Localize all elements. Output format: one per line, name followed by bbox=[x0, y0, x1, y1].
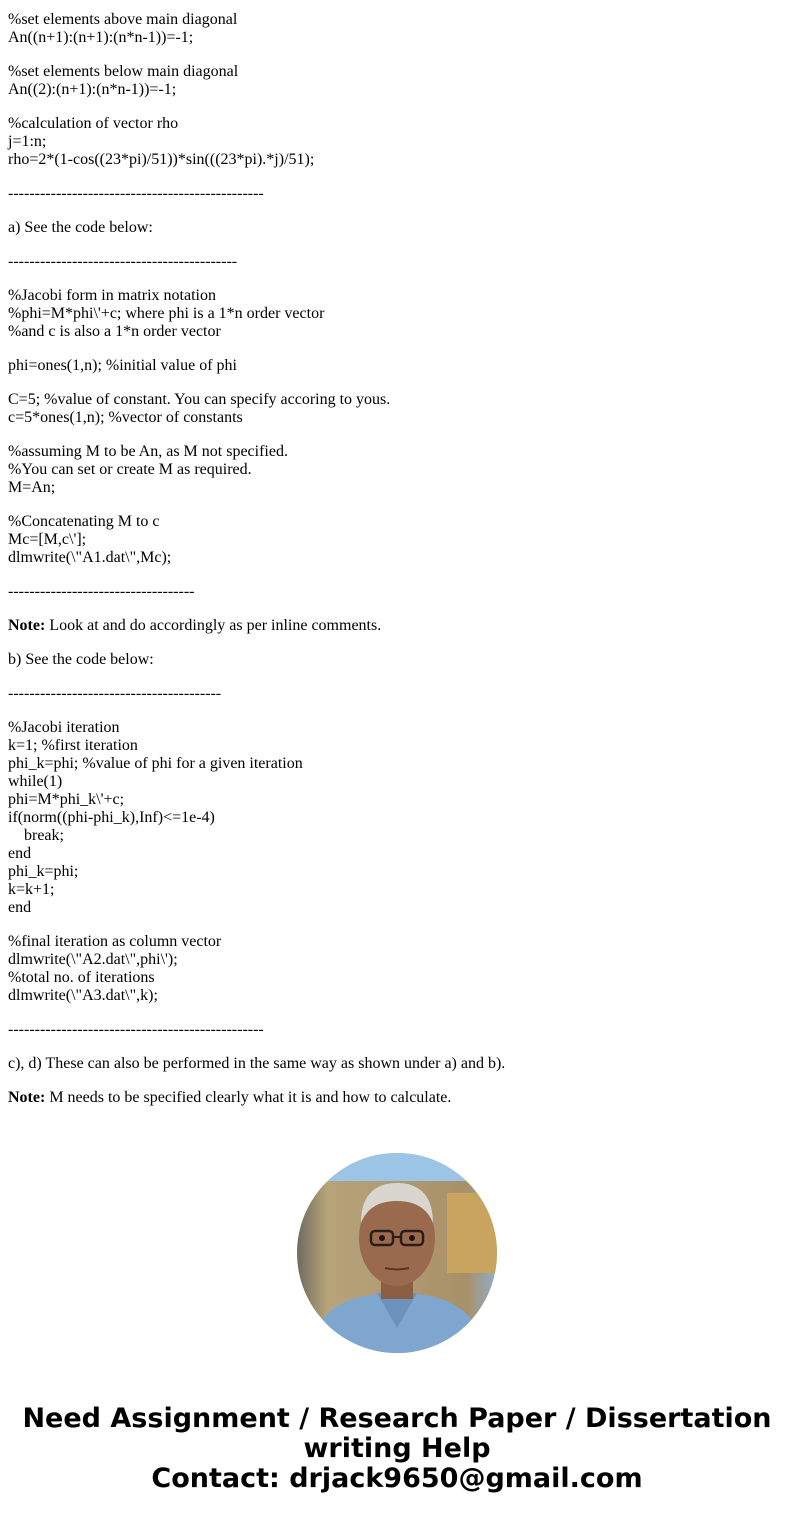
text-block bbox=[8, 933, 788, 1005]
code-line: %and c is also a 1*n order vector bbox=[8, 323, 221, 340]
portrait-image bbox=[297, 1153, 497, 1353]
code-line: %Jacobi form in matrix notation bbox=[8, 287, 216, 304]
code-line: %Concatenating M to c bbox=[8, 513, 160, 530]
code-line: M=An; bbox=[8, 479, 56, 496]
code-line: k=1; %first iteration bbox=[8, 737, 138, 754]
separator-line: ----------------------------------- bbox=[8, 583, 195, 600]
note-text: M needs to be specified clearly what it is and how to calculate. bbox=[45, 1089, 452, 1106]
text-block bbox=[8, 253, 788, 271]
code-line: An((2):(n+1):(n*n-1))=-1; bbox=[8, 81, 177, 98]
code-line: %calculation of vector rho bbox=[8, 115, 179, 132]
code-line: %You can set or create M as required. bbox=[8, 461, 252, 478]
note-label: Note: bbox=[8, 617, 46, 634]
code-line: end bbox=[8, 845, 32, 862]
promo-line-2: writing Help bbox=[303, 1433, 491, 1464]
code-line: b) See the code below: bbox=[8, 651, 154, 668]
code-line: phi_k=phi; bbox=[8, 863, 79, 880]
separator-line: ------------------------------------------------ bbox=[8, 185, 264, 202]
separator-line: ------------------------------------------- bbox=[8, 253, 238, 270]
text-block bbox=[8, 1021, 788, 1039]
text-block bbox=[8, 513, 788, 567]
text-block bbox=[8, 685, 788, 703]
code-line: break; bbox=[8, 827, 64, 844]
text-block bbox=[8, 1055, 788, 1073]
code-line: phi=M*phi_k\'+c; bbox=[8, 791, 125, 808]
code-line: if(norm((phi-phi_k),Inf)<=1e-4) bbox=[8, 809, 215, 826]
code-line: rho=2*(1-cos((23*pi)/51))*sin(((23*pi).*j)/51); bbox=[8, 151, 315, 168]
code-line: a) See the code below: bbox=[8, 219, 153, 236]
separator-line: ---------------------------------------- bbox=[8, 685, 222, 702]
code-line: %phi=M*phi\'+c; where phi is a 1*n order vector bbox=[8, 305, 325, 322]
note-paragraph bbox=[8, 1089, 788, 1107]
code-line: phi=ones(1,n); %initial value of phi bbox=[8, 357, 237, 374]
separator-line: ------------------------------------------------ bbox=[8, 1021, 264, 1038]
document-body bbox=[8, 11, 788, 1123]
code-line: while(1) bbox=[8, 773, 63, 790]
code-line: Mc=[M,c\']; bbox=[8, 531, 87, 548]
author-photo bbox=[297, 1153, 497, 1353]
note-text: Look at and do accordingly as per inline comments. bbox=[45, 617, 382, 634]
promo-footer bbox=[0, 1404, 794, 1494]
text-block bbox=[8, 357, 788, 375]
text-block bbox=[8, 583, 788, 601]
note-paragraph bbox=[8, 617, 788, 635]
code-line: %final iteration as column vector bbox=[8, 933, 222, 950]
code-line: dlmwrite(\"A2.dat\",phi\'); bbox=[8, 951, 178, 968]
text-block bbox=[8, 63, 788, 99]
code-line: An((n+1):(n+1):(n*n-1))=-1; bbox=[8, 29, 194, 46]
promo-line-1: Need Assignment / Research Paper / Dissertation bbox=[22, 1403, 772, 1434]
text-block bbox=[8, 719, 788, 917]
code-line: phi_k=phi; %value of phi for a given iteration bbox=[8, 755, 303, 772]
code-line: j=1:n; bbox=[8, 133, 47, 150]
text-block bbox=[8, 617, 788, 635]
text-block bbox=[8, 287, 788, 341]
text-block bbox=[8, 443, 788, 497]
code-line: k=k+1; bbox=[8, 881, 55, 898]
code-line: C=5; %value of constant. You can specify accoring to yous. bbox=[8, 391, 391, 408]
text-block bbox=[8, 391, 788, 427]
code-line: %total no. of iterations bbox=[8, 969, 155, 986]
text-block bbox=[8, 185, 788, 203]
code-line: %set elements below main diagonal bbox=[8, 63, 239, 80]
code-line: c=5*ones(1,n); %vector of constants bbox=[8, 409, 243, 426]
note-label: Note: bbox=[8, 1089, 46, 1106]
text-block bbox=[8, 651, 788, 669]
text-block bbox=[8, 11, 788, 47]
code-line: dlmwrite(\"A1.dat\",Mc); bbox=[8, 549, 172, 566]
promo-contact: Contact: drjack9650@gmail.com bbox=[151, 1463, 643, 1494]
code-line: end bbox=[8, 899, 32, 916]
code-line: dlmwrite(\"A3.dat\",k); bbox=[8, 987, 158, 1004]
text-block bbox=[8, 115, 788, 169]
text-block bbox=[8, 219, 788, 237]
code-line: %set elements above main diagonal bbox=[8, 11, 238, 28]
code-line: c), d) These can also be performed in the same way as shown under a) and b). bbox=[8, 1055, 506, 1072]
code-line: %assuming M to be An, as M not specified. bbox=[8, 443, 288, 460]
code-line: %Jacobi iteration bbox=[8, 719, 120, 736]
text-block bbox=[8, 1089, 788, 1107]
